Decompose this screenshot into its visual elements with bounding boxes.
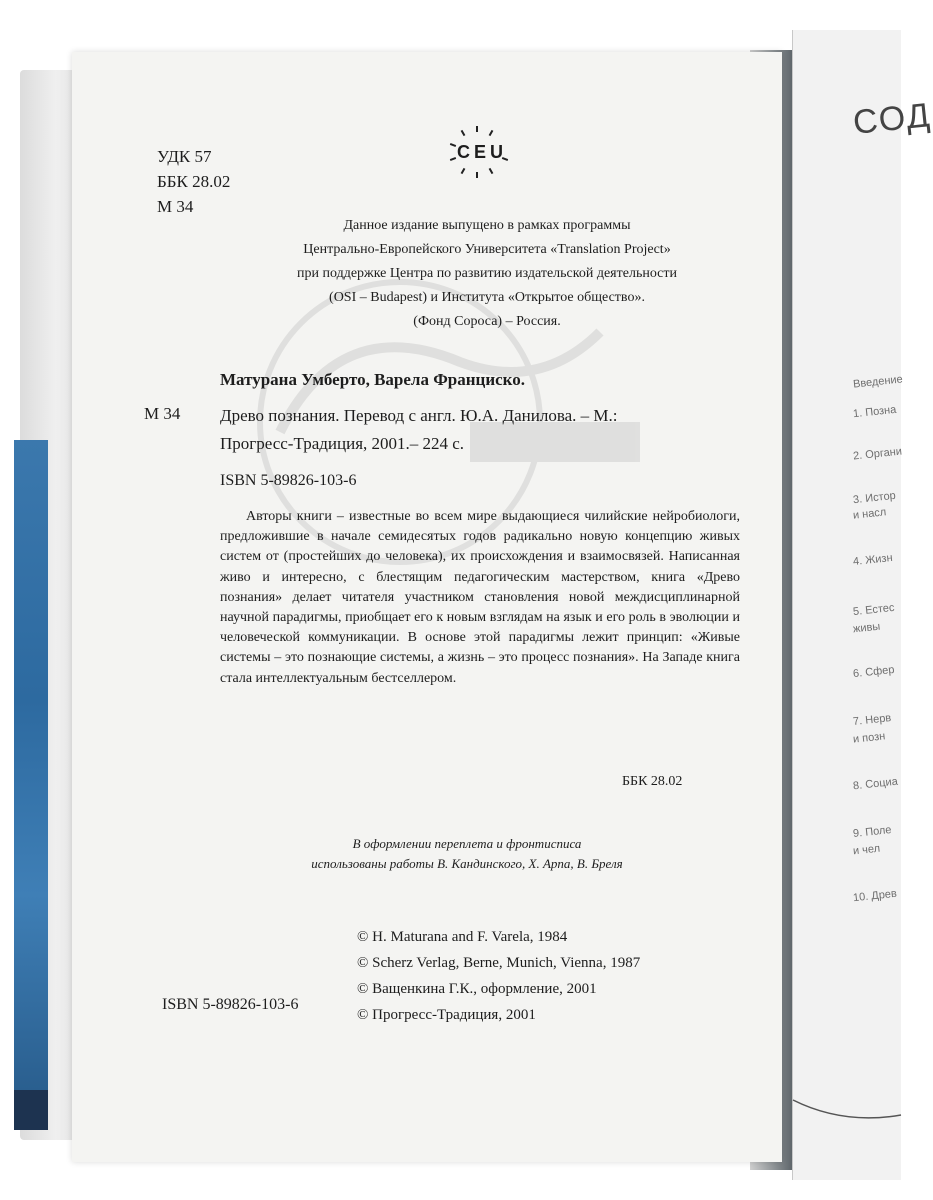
toc-item: и насл	[852, 506, 887, 522]
toc-item: 4. Жизн	[852, 551, 894, 569]
cover-blue-edge	[14, 440, 48, 1090]
imprint-page	[72, 52, 782, 1162]
notice-line: (Фонд Сороса) – Россия.	[413, 314, 561, 329]
ceu-logo-text: CEU	[457, 142, 508, 162]
bibliographic-description	[220, 402, 740, 458]
authors-heading: Матурана Умберто, Варела Франциско.	[220, 370, 526, 389]
copyright-line: © Прогресс-Традиция, 2001	[357, 1007, 536, 1023]
publication-notice	[252, 214, 722, 334]
bbk-code: ББК 28.02	[157, 172, 231, 191]
toc-item: 6. Сфер	[852, 663, 895, 681]
bbk-code-right: ББК 28.02	[622, 774, 683, 789]
author-code: М 34	[144, 404, 181, 423]
notice-line: Центрально-Европейского Университета «Translation Project»	[303, 242, 671, 257]
toc-item: живы	[852, 620, 881, 636]
facing-page-heading: СОД	[851, 96, 933, 143]
classification-block	[157, 144, 230, 219]
facing-page-curve-decoration	[793, 1070, 901, 1130]
toc-item: 5. Естес	[852, 601, 895, 619]
copyright-line: © H. Maturana and F. Varela, 1984	[357, 929, 568, 945]
toc-item: 7. Нерв	[852, 712, 892, 728]
copyright-line: © Ващенкина Г.К., оформление, 2001	[357, 981, 597, 997]
toc-item: 10. Древ	[852, 887, 898, 905]
notice-line: (OSI – Budapest) и Института «Открытое общество».	[329, 290, 645, 305]
toc-item: 8. Социа	[852, 775, 899, 793]
copyright-list	[357, 924, 640, 1028]
toc-item: и чел	[852, 842, 881, 858]
toc-item: 1. Позна	[852, 403, 897, 421]
author-sign: М 34	[157, 197, 194, 216]
isbn-bottom: ISBN 5-89826-103-6	[162, 996, 299, 1013]
design-note-line: В оформлении переплета и фронтисписа	[352, 836, 582, 851]
book-abstract: Авторы книги – известные во всем мире выдающиеся чилийские нейробиологи, предложившие в начале семидесятых годов радикально новую концепцию живых систем от (простейших до человека), их происхождения и взаимосвязей. Написанная живо и интересно, с блестящим педагогическим мастерством, книга «Древо познания» делает читателя участником становления новой междисциплинарной научной парадигмы, приобщает его к новым взглядам на язык и его роль в эволюции и человеческой коммуникации. В основе этой парадигмы лежит принцип: «Живые системы – это познающие системы, а жизнь – это процесс познания». На Западе книга стала интеллектуальным бестселлером.	[220, 509, 740, 686]
toc-item: 3. Истор	[852, 489, 897, 507]
biblio-line: Прогресс-Традиция, 2001.– 224 с.	[220, 434, 465, 453]
toc-item: 2. Органи	[852, 445, 903, 463]
cover-design-note	[252, 834, 682, 874]
design-note-line: использованы работы В. Кандинского, Х. Арпа, В. Бреля	[311, 856, 623, 871]
udk-code: УДК 57	[157, 147, 212, 166]
notice-line: Данное издание выпущено в рамках программы	[343, 218, 631, 233]
facing-page	[792, 30, 933, 1180]
toc-item: 9. Поле	[852, 824, 893, 840]
copyright-line: © Scherz Verlag, Berne, Munich, Vienna, 1987	[357, 955, 641, 971]
biblio-line: Древо познания. Перевод с англ. Ю.А. Данилова. – М.:	[220, 406, 618, 425]
isbn-line: ISBN 5-89826-103-6	[220, 472, 357, 489]
toc-item: и позн	[852, 730, 886, 746]
toc-item: Введение	[852, 373, 904, 391]
notice-line: при поддержке Центра по развитию издательской деятельности	[297, 266, 677, 281]
